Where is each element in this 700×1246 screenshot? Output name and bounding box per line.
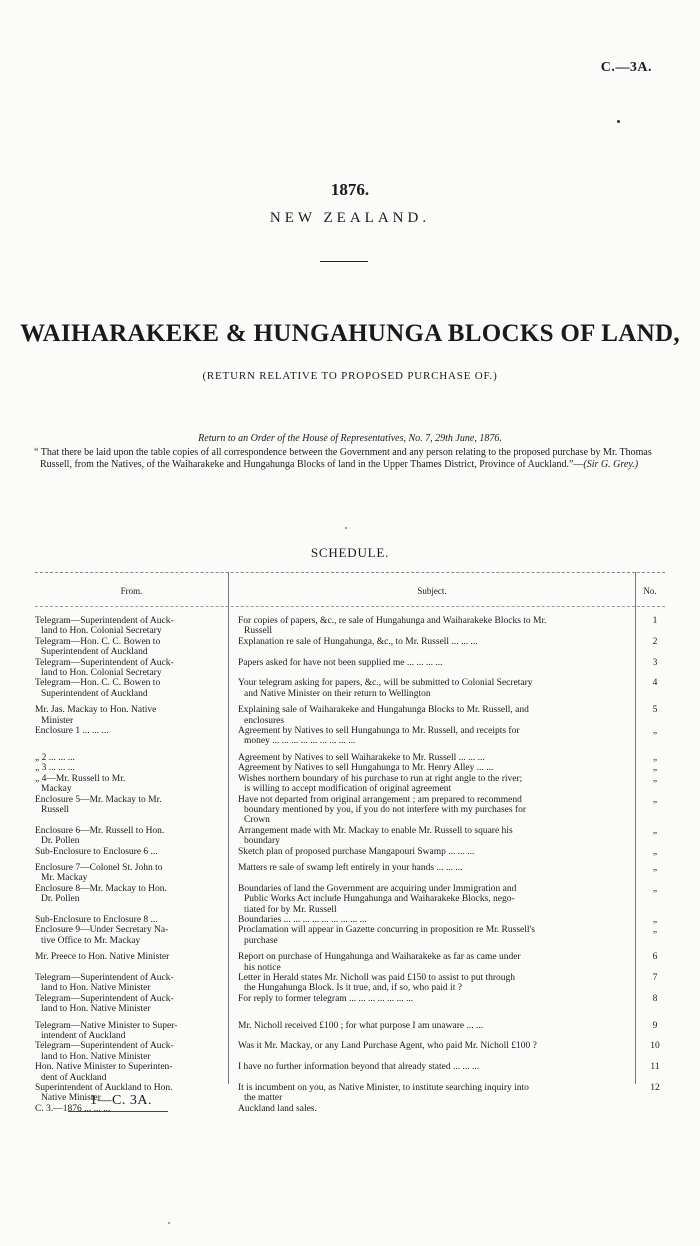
- number-cell: 12: [650, 1083, 660, 1094]
- sheet-signature: 1—C. 3A.: [90, 1093, 152, 1108]
- subject-cell-line: boundary mentioned by you, if you do not interfere with my purchases for: [244, 804, 527, 815]
- number-cell: 11: [650, 1062, 660, 1073]
- number-cell: 6: [652, 952, 658, 963]
- from-cell: [35, 795, 232, 826]
- from-cell: [35, 973, 232, 994]
- subject-cell-line: Boundaries ... ... ... ... ... ... ... ... ...: [238, 914, 367, 925]
- divider-rule: [320, 261, 368, 262]
- table-header-rule: [35, 606, 665, 607]
- from-cell-line: Sub-Enclosure to Enclosure 6 ...: [35, 846, 158, 857]
- number-cell: 8: [652, 993, 658, 1004]
- subject-cell: [232, 925, 643, 946]
- from-cell-line: Mr. Preece to Hon. Native Minister: [35, 952, 170, 963]
- subject-cell-line: Was it Mr. Mackay, or any Land Purchase Agent, who paid Mr. Nicholl £100 ?: [238, 1041, 537, 1052]
- table-row: [35, 847, 665, 857]
- subject-cell-line: Mr. Nicholl received £100 ; for what purpose I am unaware ... ...: [238, 1020, 484, 1031]
- from-cell-line: tive Office to Mr. Mackay: [41, 935, 141, 946]
- subject-cell: [232, 658, 643, 679]
- number-cell: „: [652, 883, 658, 894]
- table-row: [35, 1041, 665, 1062]
- number-cell: 1: [652, 616, 658, 626]
- subject-cell-line: It is incumbent on you, as Native Minister, to institute searching inquiry into: [238, 1083, 529, 1094]
- number-cell: 9: [652, 1020, 658, 1031]
- from-cell: [35, 847, 232, 857]
- from-cell-line: Telegram—Superintendent of Auck-: [35, 657, 174, 668]
- from-cell-line: Dr. Pollen: [41, 836, 80, 847]
- subject-cell: [232, 863, 643, 884]
- from-cell-line: Mr. Mackay: [41, 873, 88, 884]
- from-cell-line: intendent of Auckland: [41, 1031, 126, 1042]
- subject-cell-line: enclosures: [244, 715, 285, 726]
- order-mover: (Sir G. Grey.): [583, 458, 639, 470]
- from-cell-line: Native Minister: [41, 1093, 101, 1104]
- from-cell-line: Superintendent of Auckland to Hon.: [35, 1083, 173, 1094]
- from-cell-line: Telegram—Hon. C. C. Bowen to: [35, 636, 161, 647]
- schedule-title: SCHEDULE.: [310, 545, 390, 560]
- subject-cell-line: Boundaries of land the Government are acquiring under Immigration and: [238, 883, 517, 894]
- table-row: [35, 753, 665, 763]
- subject-cell-line: For reply to former telegram ... ... ... ... ... ... ...: [238, 993, 414, 1004]
- year-heading: 1876.: [330, 180, 370, 199]
- from-cell-line: Enclosure 5—Mr. Mackay to Mr.: [35, 794, 162, 805]
- from-cell: [35, 774, 232, 795]
- from-cell: [35, 753, 232, 763]
- from-cell: [35, 884, 232, 915]
- from-cell: [35, 678, 232, 699]
- subject-cell: [232, 774, 643, 795]
- subject-cell-line: Sketch plan of proposed purchase Mangapouri Swamp ... ... ...: [238, 846, 475, 857]
- footer-rule: [68, 1111, 168, 1112]
- order-return-line: Return to an Order of the House of Representatives, No. 7, 29th June, 1876.: [198, 433, 502, 444]
- subject-cell-line: the Hungahunga Block. Is it true, and, if so, who paid it ?: [244, 983, 462, 994]
- from-cell-line: Superintendent of Auckland: [41, 688, 148, 699]
- subject-cell: [232, 847, 643, 857]
- table-row: [35, 763, 665, 773]
- subject-cell: [232, 763, 643, 773]
- from-cell-line: „ 4—Mr. Russell to Mr.: [35, 773, 126, 784]
- from-cell: [35, 726, 232, 747]
- subject-cell-line: Russell: [244, 626, 272, 637]
- subject-cell-line: purchase: [244, 935, 278, 946]
- number-cell: „: [652, 794, 658, 805]
- subject-cell-line: Auckland land sales.: [238, 1103, 317, 1114]
- subject-cell: [232, 915, 643, 925]
- number-cell: „: [652, 914, 658, 925]
- subject-cell: [232, 973, 643, 994]
- from-cell-line: land to Hon. Native Minister: [41, 983, 151, 994]
- from-cell-line: Telegram—Superintendent of Auck-: [35, 993, 174, 1004]
- from-cell: [35, 1062, 232, 1083]
- subject-cell-line: is willing to accept modification of original agreement: [244, 784, 452, 795]
- from-cell-line: Mackay: [41, 784, 72, 795]
- subject-cell-line: Explaining sale of Waiharakeke and Hungahunga Blocks to Mr. Russell, and: [238, 705, 529, 716]
- subject-cell-line: and Native Minister on their return to Wellington: [244, 688, 431, 699]
- subject-cell: [232, 1062, 643, 1083]
- subject-cell: [232, 884, 643, 915]
- subject-cell: [232, 826, 643, 847]
- number-cell: „: [652, 726, 658, 737]
- from-cell-line: Enclosure 1 ... ... ...: [35, 726, 109, 737]
- number-cell: 3: [652, 657, 658, 668]
- subject-cell-line: Explanation re sale of Hungahunga, &c., to Mr. Russell ... ... ...: [238, 636, 478, 647]
- number-cell: „: [652, 763, 658, 774]
- subject-cell: [232, 994, 643, 1015]
- subject-cell-line: Have not departed from original arrangement ; am prepared to recommend: [238, 794, 522, 805]
- subject-cell: [232, 637, 643, 658]
- table-row: [35, 726, 665, 747]
- table-row: [35, 795, 665, 826]
- from-cell-line: Enclosure 8—Mr. Mackay to Hon.: [35, 883, 167, 894]
- subject-cell-line: money ... ... ... ... ... ... ... ... ...: [244, 736, 356, 747]
- subject-cell: [232, 726, 643, 747]
- table-row: [35, 658, 665, 679]
- from-cell: [35, 1021, 232, 1042]
- ink-dot: [168, 1222, 170, 1224]
- from-cell-line: Russell: [41, 804, 69, 815]
- subject-cell-line: Crown: [244, 815, 270, 826]
- order-text: [34, 447, 666, 470]
- table-row: [35, 637, 665, 658]
- subject-cell: [232, 753, 643, 763]
- subject-cell-line: Report on purchase of Hungahunga and Waiharakeke as far as came under: [238, 952, 521, 963]
- document-subtitle: (RETURN RELATIVE TO PROPOSED PURCHASE OF.): [202, 370, 498, 382]
- from-cell: [35, 1041, 232, 1062]
- from-cell-line: C. 3.—1876 ... ... ...: [35, 1103, 111, 1114]
- table-row: [35, 826, 665, 847]
- column-header-from: From.: [120, 586, 143, 596]
- from-cell: [35, 658, 232, 679]
- table-row: [35, 994, 665, 1015]
- subject-cell: [232, 616, 643, 637]
- number-cell: „: [652, 752, 658, 763]
- table-row: [35, 915, 665, 925]
- subject-cell-line: Agreement by Natives to sell Hungahunga to Mr. Russell, and receipts for: [238, 726, 520, 737]
- from-cell-line: Telegram—Superintendent of Auck-: [35, 616, 174, 626]
- table-top-rule: [35, 572, 665, 573]
- from-cell-line: land to Hon. Colonial Secretary: [41, 668, 162, 679]
- number-cell: „: [652, 846, 658, 857]
- from-cell-line: dent of Auckland: [41, 1072, 107, 1083]
- number-cell: [643, 1104, 667, 1114]
- ink-dot: [617, 120, 620, 123]
- subject-cell: [232, 1083, 643, 1104]
- subject-cell-line: Wishes northern boundary of his purchase to run at right angle to the river;: [238, 773, 523, 784]
- from-cell-line: Telegram—Superintendent of Auck-: [35, 973, 174, 983]
- subject-cell-line: Arrangement made with Mr. Mackay to enable Mr. Russell to square his: [238, 825, 513, 836]
- document-reference: C.—3A.: [600, 60, 652, 75]
- table-row: [35, 1021, 665, 1042]
- number-cell: „: [652, 773, 658, 784]
- table-row: [35, 1062, 665, 1083]
- table-row: [35, 952, 665, 973]
- number-cell: 4: [652, 678, 658, 689]
- from-cell: [35, 616, 232, 637]
- from-cell-line: „ 2 ... ... ...: [35, 752, 75, 763]
- table-row: [35, 678, 665, 699]
- from-cell-line: Sub-Enclosure to Enclosure 8 ...: [35, 914, 158, 925]
- subject-cell-line: Public Works Act include Hungahunga and Waiharakeke Blocks, nego-: [244, 894, 515, 905]
- subject-cell-line: Papers asked for have not been supplied me ... ... ... ...: [238, 657, 443, 668]
- table-row: [35, 863, 665, 884]
- from-cell-line: land to Hon. Native Minister: [41, 1051, 151, 1062]
- subject-cell-line: Agreement by Natives to sell Waiharakeke to Mr. Russell ... ... ...: [238, 752, 485, 763]
- from-cell: [35, 705, 232, 726]
- subject-cell: [232, 952, 643, 973]
- from-cell: [35, 952, 232, 973]
- subject-cell-line: Agreement by Natives to sell Hungahunga to Mr. Henry Alley ... ...: [238, 763, 494, 774]
- table-row: [35, 774, 665, 795]
- from-cell-line: Mr. Jas. Mackay to Hon. Native: [35, 705, 157, 716]
- subject-cell-line: Matters re sale of swamp left entirely in your hands ... ... ...: [238, 862, 463, 873]
- number-cell: 5: [652, 705, 658, 716]
- document-title: WAIHARAKEKE & HUNGAHUNGA BLOCKS OF LAND,: [20, 320, 680, 347]
- from-cell: [35, 994, 232, 1015]
- from-cell: [35, 915, 232, 925]
- table-row: [35, 973, 665, 994]
- subject-cell: [232, 795, 643, 826]
- column-header-no: No.: [643, 586, 657, 596]
- subject-cell-line: tiated for by Mr. Russell: [244, 904, 337, 915]
- subject-cell: [232, 678, 643, 699]
- number-cell: 10: [650, 1041, 660, 1052]
- from-cell: [35, 826, 232, 847]
- number-cell: 2: [652, 636, 658, 647]
- number-cell: „: [652, 925, 658, 936]
- from-cell-line: Hon. Native Minister to Superinten-: [35, 1062, 173, 1073]
- subject-cell-line: the matter: [244, 1093, 283, 1104]
- column-header-subject: Subject.: [417, 586, 447, 596]
- number-cell: „: [652, 825, 658, 836]
- from-cell-line: Minister: [41, 715, 74, 726]
- from-cell-line: Superintendent of Auckland: [41, 647, 148, 658]
- subject-cell-line: boundary: [244, 836, 280, 847]
- subject-cell-line: Your telegram asking for papers, &c., will be submitted to Colonial Secretary: [238, 678, 533, 689]
- table-row: [35, 884, 665, 915]
- from-cell-line: Enclosure 9—Under Secretary Na-: [35, 925, 169, 936]
- from-cell: [35, 863, 232, 884]
- number-cell: „: [652, 862, 658, 873]
- table-row: [35, 925, 665, 946]
- table-body: [35, 616, 665, 1114]
- from-cell-line: Telegram—Hon. C. C. Bowen to: [35, 678, 161, 689]
- country-heading: NEW ZEALAND.: [269, 210, 431, 226]
- table-row: [35, 616, 665, 637]
- from-cell-line: land to Hon. Native Minister: [41, 1004, 151, 1015]
- table-row: [35, 705, 665, 726]
- subject-cell-line: I have no further information beyond that already stated ... ... ...: [238, 1062, 480, 1073]
- subject-cell-line: For copies of papers, &c., re sale of Hungahunga and Waiharakeke Blocks to Mr.: [238, 616, 547, 626]
- from-cell-line: Enclosure 7—Colonel St. John to: [35, 862, 163, 873]
- from-cell: [35, 637, 232, 658]
- subject-cell-line: his notice: [244, 962, 281, 973]
- from-cell-line: Dr. Pollen: [41, 894, 80, 905]
- subject-cell: [232, 705, 643, 726]
- from-cell-line: Telegram—Native Minister to Super-: [35, 1020, 178, 1031]
- from-cell-line: Enclosure 6—Mr. Russell to Hon.: [35, 825, 165, 836]
- order-quote: “ That there be laid upon the table copies of all correspondence between the Government and any person relating to the proposed purchase by Mr. Thomas Russell, from the Natives, of the Waiharakeke and Hungahunga Blocks of land in the Upper Thames District, Province of Auckland.”—: [34, 447, 652, 470]
- from-cell-line: „ 3 ... ... ...: [35, 763, 75, 774]
- subject-cell-line: Proclamation will appear in Gazette concurring in proposition re Mr. Russell's: [238, 925, 535, 936]
- subject-cell: [232, 1021, 643, 1042]
- from-cell-line: land to Hon. Colonial Secretary: [41, 626, 162, 637]
- subject-cell: [232, 1104, 643, 1114]
- ink-dot: [345, 527, 347, 529]
- subject-cell-line: Letter in Herald states Mr. Nicholl was paid £150 to assist to put through: [238, 973, 516, 983]
- number-cell: 7: [652, 973, 658, 983]
- from-cell: [35, 925, 232, 946]
- from-cell: [35, 763, 232, 773]
- from-cell-line: Telegram—Superintendent of Auck-: [35, 1041, 174, 1052]
- subject-cell: [232, 1041, 643, 1062]
